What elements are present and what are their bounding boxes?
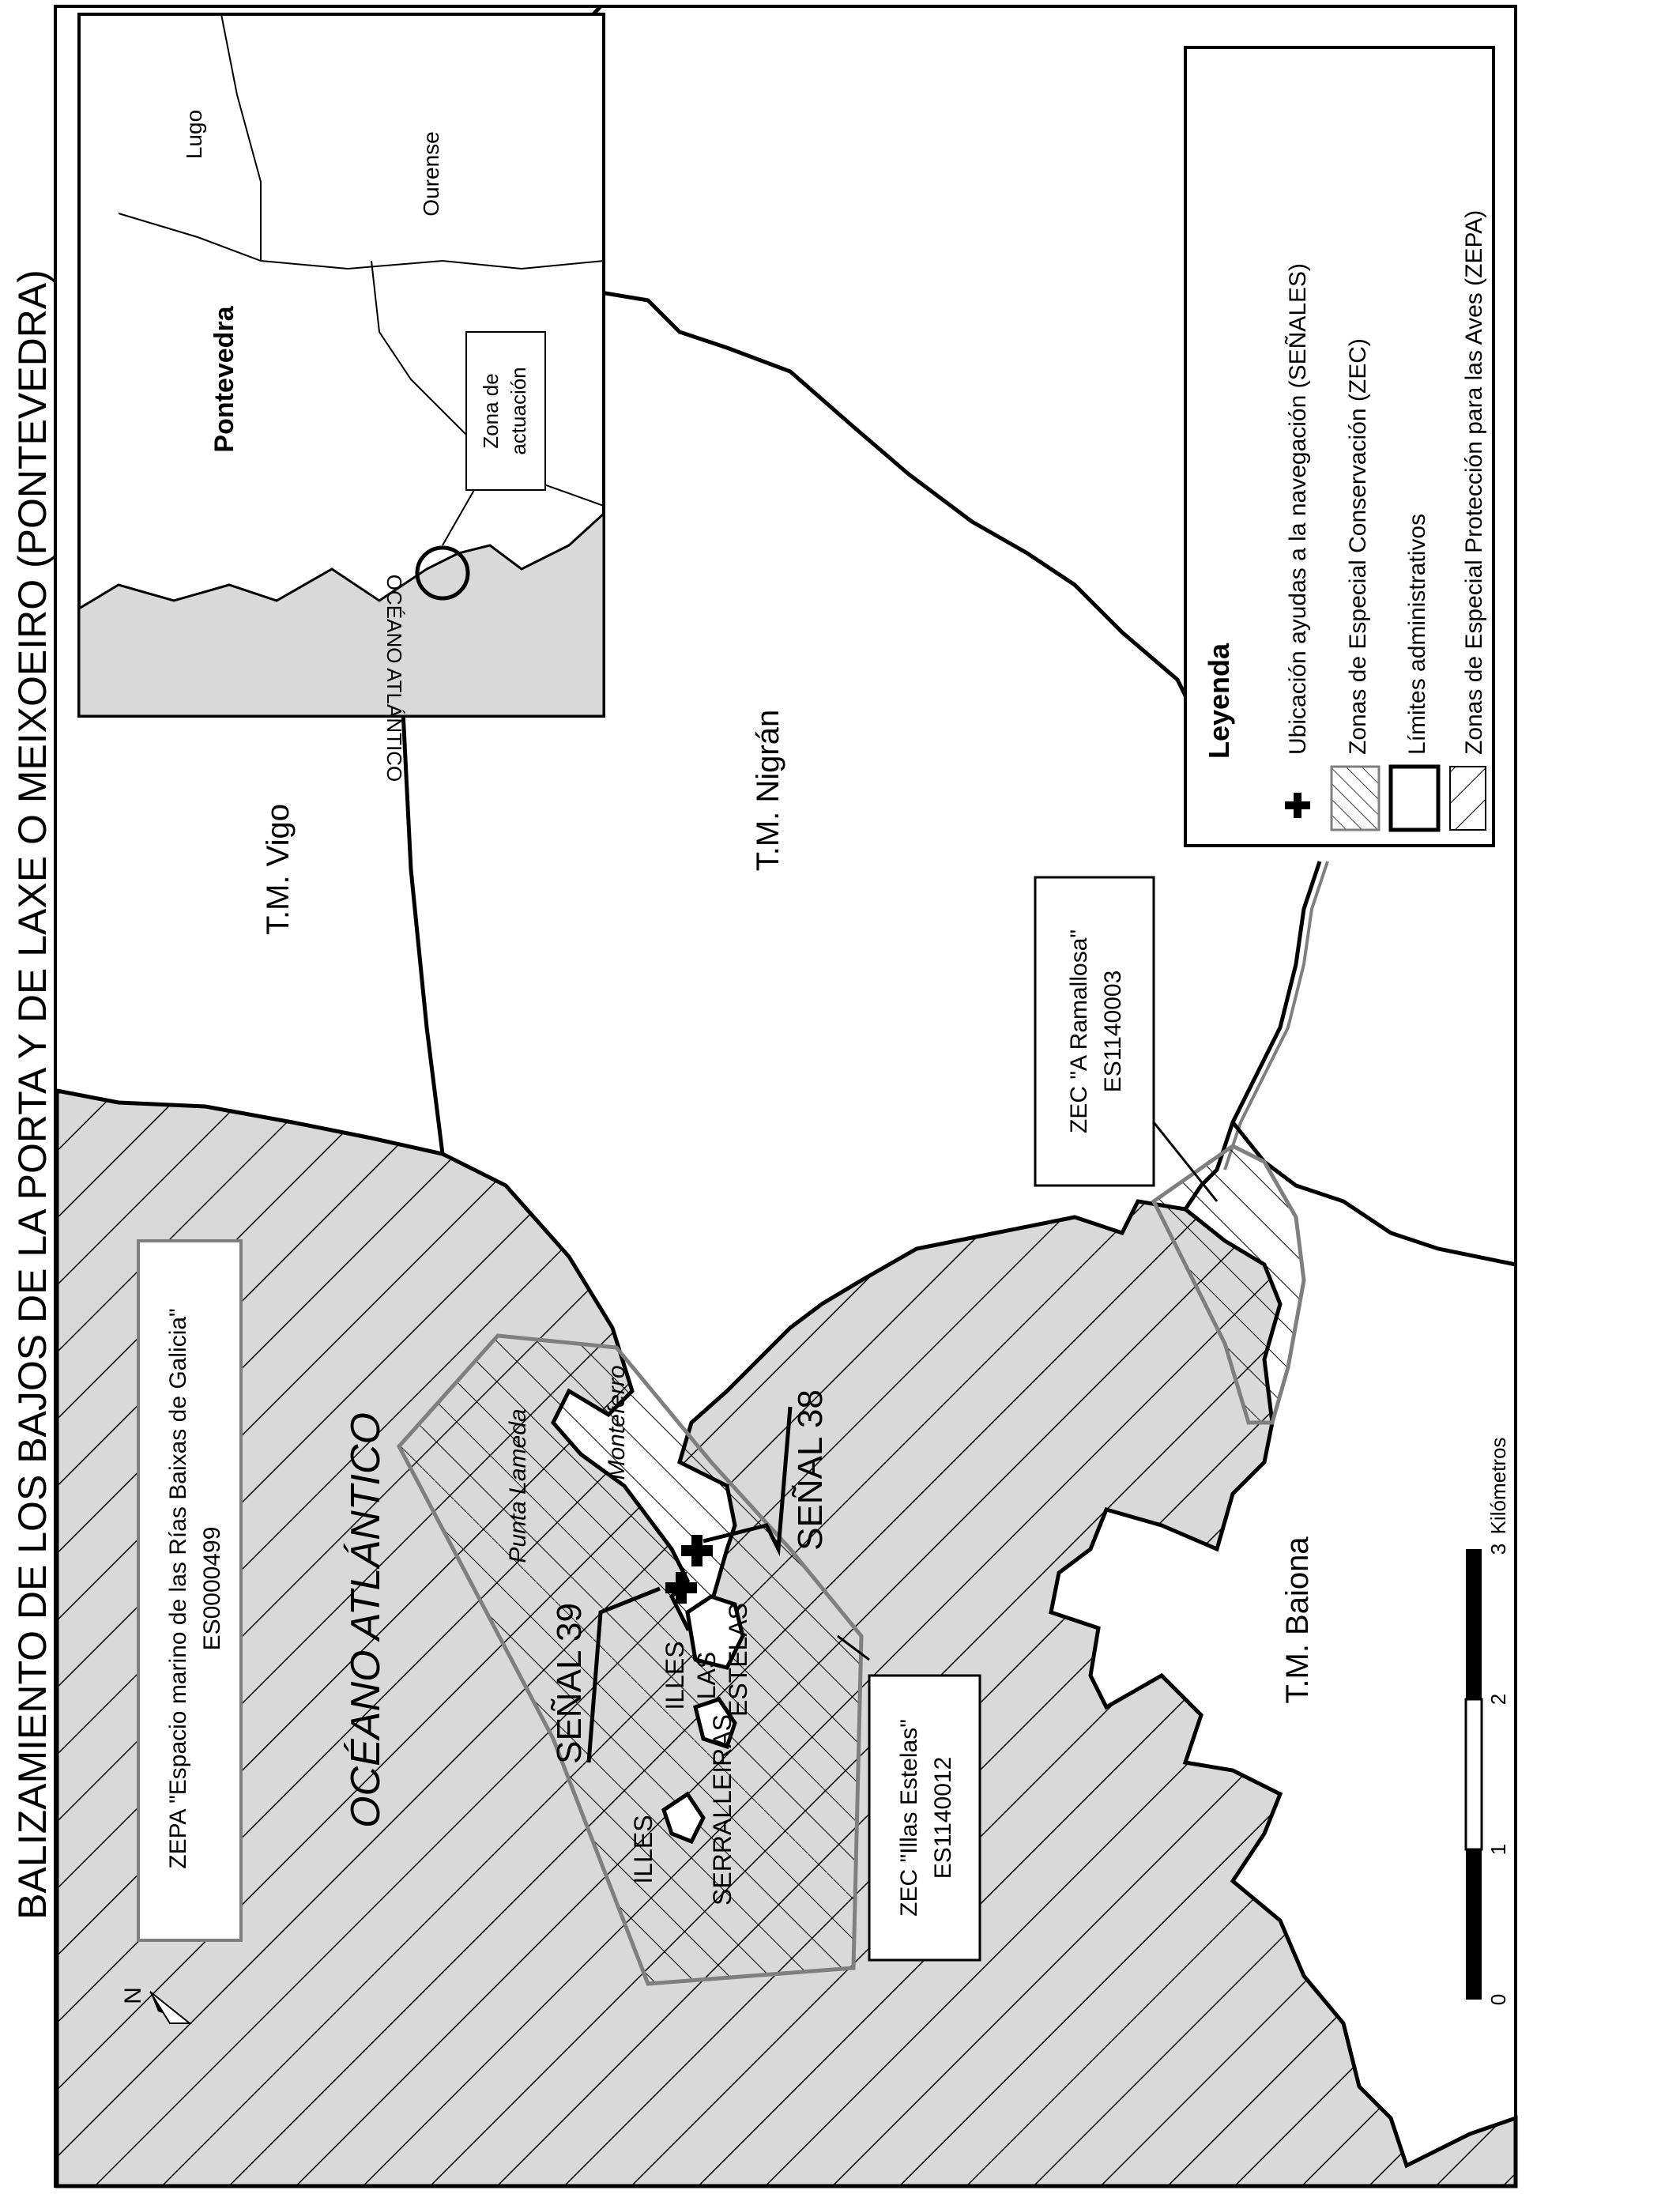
north-label: N — [120, 1987, 146, 2004]
label-monteferro: Monteferro — [604, 1365, 630, 1480]
inset-label-pontevedra: Pontevedra — [209, 306, 239, 453]
scale-bar — [1466, 1549, 1482, 2000]
label-estelas-2: LAS — [692, 1651, 721, 1700]
inset-zone-callout — [466, 332, 545, 490]
label-nigran: T.M. Nigrán — [751, 709, 785, 872]
label-baiona: T.M. Baiona — [1280, 1536, 1315, 1704]
scale-tick-2: 2 — [1486, 1693, 1510, 1706]
legend-zec-swatch — [1332, 767, 1379, 830]
legend-item-zepa: Zonas de Especial Protección para las Aves (ZEPA) — [1461, 209, 1487, 755]
scale-tick-1: 1 — [1486, 1843, 1510, 1856]
scale-tick-3: 3 — [1486, 1543, 1510, 1555]
label-ocean: OCÉANO ATLÁNTICO — [343, 1412, 389, 1828]
map-title: BALIZAMIENTO DE LOS BAJOS DE LA PORTA Y DE LAXE O MEIXOEIRO (PONTEVEDRA) — [10, 270, 55, 1920]
legend-zepa-swatch — [1450, 767, 1486, 830]
legend-item-admin: Límites administrativos — [1404, 513, 1430, 755]
zec-ramallosa-callout-line1: ZEC "A Ramallosa" — [1066, 929, 1092, 1134]
label-signal-38: SEÑAL 38 — [791, 1389, 830, 1551]
zec-estelas-callout-line2: ES1140012 — [930, 1756, 956, 1879]
zec-ramallosa-callout-line2: ES1140003 — [1100, 970, 1126, 1093]
zepa-callout-line2: ES0000499 — [199, 1526, 225, 1651]
zepa-callout-line1: ZEPA "Espacio marino de las Rías Baixas de Galicia" — [165, 1308, 191, 1869]
legend-item-signals: Ubicación ayudas a la navegación (SEÑALES) — [1285, 262, 1311, 755]
label-estelas-1: ILLES — [661, 1641, 689, 1710]
label-vigo: T.M. Vigo — [261, 804, 296, 935]
label-estelas-3: ESTELAS — [724, 1602, 752, 1717]
legend-item-zec: Zonas de Especial Conservación (ZEC) — [1345, 338, 1371, 755]
inset-map — [79, 14, 604, 716]
inset-label-lugo: Lugo — [182, 109, 206, 160]
scale-tick-0: 0 — [1486, 1993, 1510, 2006]
zec-estelas-callout-line1: ZEC "Illas Estelas" — [896, 1719, 922, 1917]
inset-label-zona-1: Zona de — [479, 373, 503, 449]
inset-label-zona-2: actuación — [507, 367, 530, 455]
label-punta-lameda: Punta Lameda — [505, 1408, 531, 1563]
inset-label-ocean: OCÉANO ATLÁNTICO — [382, 574, 406, 782]
inset-label-ourense: Ourense — [419, 131, 443, 217]
scale-unit: Kilómetros — [1486, 1437, 1510, 1535]
label-signal-39: SEÑAL 39 — [550, 1603, 589, 1764]
label-serralleiras-1: ILLES — [629, 1815, 657, 1884]
label-serralleiras-2: SERRALLEIRAS — [708, 1714, 736, 1906]
legend-admin-swatch — [1391, 767, 1438, 830]
legend-title: Leyenda — [1203, 643, 1235, 759]
